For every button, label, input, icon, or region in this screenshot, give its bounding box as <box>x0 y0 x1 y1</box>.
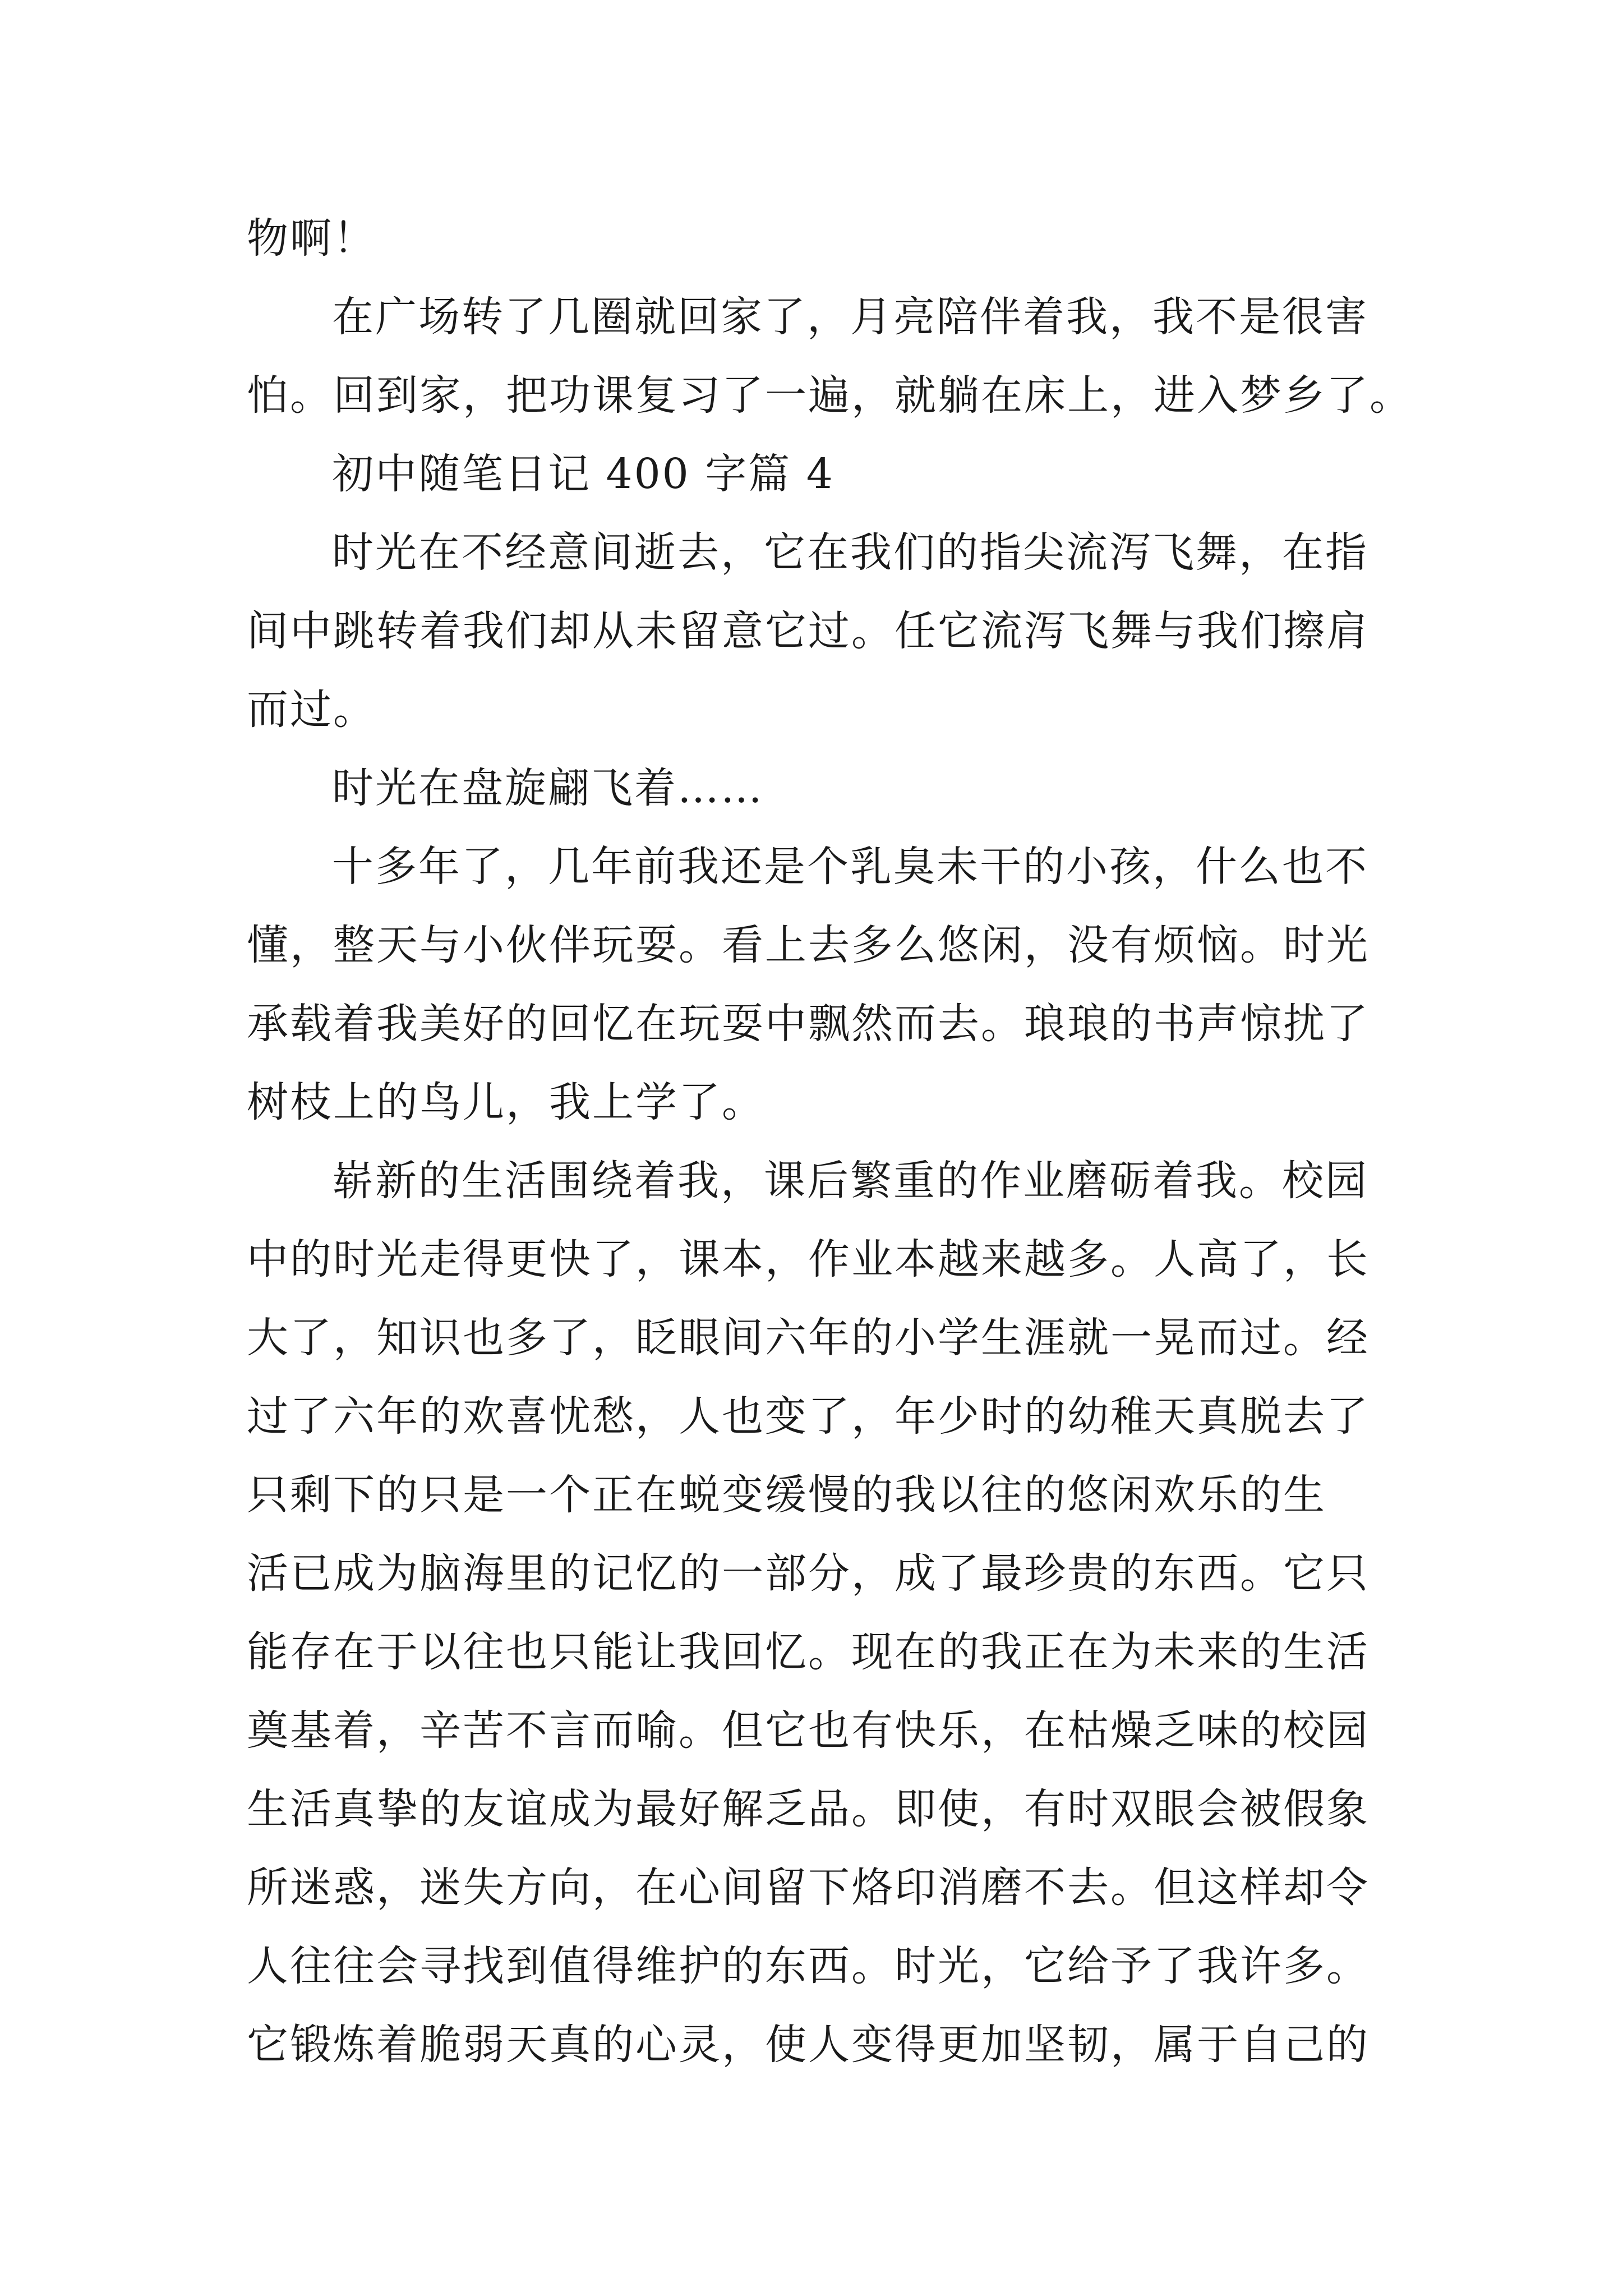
text-line: 大了，知识也多了，眨眼间六年的小学生涯就一晃而过。经 <box>247 1314 1370 1362</box>
text-line: 物啊！ <box>247 214 376 263</box>
paragraph-start-line: 在广场转了几圈就回家了，月亮陪伴着我，我不是很害 <box>332 293 1368 341</box>
text-line: 间中跳转着我们却从未留意它过。任它流泻飞舞与我们擦肩 <box>247 607 1370 655</box>
section-heading: 初中随笔日记 400 字篇 4 <box>332 450 834 498</box>
text-line: 生活真挚的友谊成为最好解乏品。即使，有时双眼会被假象 <box>247 1785 1370 1833</box>
text-line: 怕。回到家，把功课复习了一遍，就躺在床上，进入梦乡了。 <box>247 371 1413 420</box>
text-line: 树枝上的鸟儿，我上学了。 <box>247 1078 765 1126</box>
paragraph-start-line: 时光在不经意间逝去，它在我们的指尖流泻飞舞，在指 <box>332 528 1368 577</box>
paragraph-start-line: 崭新的生活围绕着我，课后繁重的作业磨砺着我。校园 <box>332 1157 1368 1205</box>
paragraph-start-line: 时光在盘旋翩飞着…… <box>332 764 764 812</box>
text-line: 奠基着，辛苦不言而喻。但它也有快乐，在枯燥乏味的校园 <box>247 1706 1370 1755</box>
text-line: 过了六年的欢喜忧愁，人也变了，年少时的幼稚天真脱去了 <box>247 1392 1370 1441</box>
text-line: 能存在于以往也只能让我回忆。现在的我正在为未来的生活 <box>247 1628 1370 1676</box>
text-line: 而过。 <box>247 685 376 734</box>
text-line: 中的时光走得更快了，课本，作业本越来越多。人高了，长 <box>247 1235 1370 1283</box>
text-line: 只剩下的只是一个正在蜕变缓慢的我以往的悠闲欢乐的生 <box>247 1471 1326 1519</box>
text-line: 承载着我美好的回忆在玩耍中飘然而去。琅琅的书声惊扰了 <box>247 1000 1370 1048</box>
text-line: 它锻炼着脆弱天真的心灵，使人变得更加坚韧，属于自己的 <box>247 2021 1370 2069</box>
text-line: 活已成为脑海里的记忆的一部分，成了最珍贵的东西。它只 <box>247 1549 1370 1598</box>
text-line: 懂，整天与小伙伴玩耍。看上去多么悠闲，没有烦恼。时光 <box>247 921 1370 969</box>
text-line: 所迷惑，迷失方向，在心间留下烙印消磨不去。但这样却令 <box>247 1864 1370 1912</box>
paragraph-start-line: 十多年了，几年前我还是个乳臭未干的小孩，什么也不 <box>332 843 1368 891</box>
text-line: 人往往会寻找到值得维护的东西。时光，它给予了我许多。 <box>247 1942 1370 1990</box>
